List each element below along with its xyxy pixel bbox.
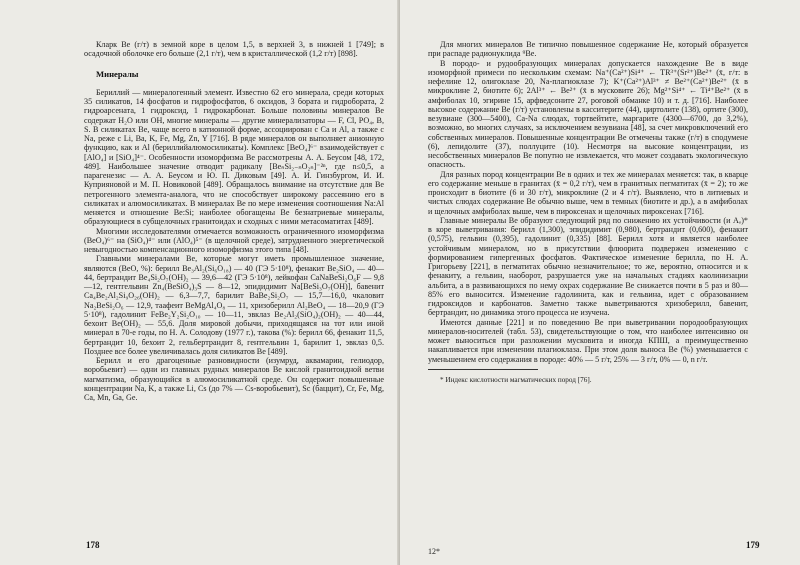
right-page <box>400 0 800 565</box>
paragraph: В породо- и рудообразующих минералах допускается нахождение Ве в виде изоморфной примеси по нескольким схемам: Na⁺(Ca²⁺)Si⁴⁺ ← TR³⁺(Sr²⁺)Be²⁺ (x̄, г/т: в нефелине 12, олигоклазе 20, Na-плагиоклазе 7); K⁺(Ca²⁺)Al³⁺ ≠ Be²⁺(Ca²⁺)Be²⁺ (x̄ в микроклине 2, биотите 6); 2Al³⁺ ← Be²⁺ (x̄ в мусковите 26); Mg²⁺Si⁴⁺ ← Ti⁴⁺Be²⁺ (x̄ в амфиболах 10, эгирине 15, арфведсоните 27, роговой обманке 10) и т. д. [716]. Наиболее высокое содержание Ве (г/т) установлены в касситерите (44), циртолите (138), ортите (300), везувиане (300—5400), Ca-Na слюдах, тортвейтите, маргарите (4300—6700, до 3,2%), возможно, во многих случаях, за исключением везувиана [48], за счет микровключений его собственных минералов. Повышенные концентрации Ве отмечены также (г/т) в сподумене (6), лепидолите (37), поллуците (10). Несмотря на высокие концентрации, из несобственных минералов Ве попутно не извлекается, что может создавать экологическую опасность. <box>428 58 748 170</box>
page-number-right: 179 <box>746 540 760 550</box>
intro-paragraph: Кларк Ве (г/т) в земной коре в целом 1,5, в верхней 3, в нижней 1 [749]; в осадочной оболочке его больше (2,1 г/т), чем в кристаллической (1,2 г/т) [898]. <box>84 40 384 59</box>
paragraph: Для разных пород концентрации Ве в одних и тех же минералах меняется: так, в кварце его содержание меньше в гранитах (x̄ = 0,2 г/т), чем в гранитных пегматитах (x̄ = 2); то же происходит в биотите (6 и 30 г/т), микроклине (2 и 4 г/т). Выявлено, что в литиевых и чистых слюдах содержание Ве обычно выше, чем в темных (биотите и др.), а в амфиболах и щелочных амфиболах выше, чем в пироксенах и щелочных пироксенах [716]. <box>428 169 748 216</box>
paragraph: Многими исследователями отмечается возможность ограниченного изоморфизма (BeO₄)⁶⁻ на (SiO₄)⁴⁻ или (AlO₄)⁵⁻ (в щелочной среде), затрудненного энергетической невыгодностью компенсационного изоморфизма этого типа [48]. <box>84 226 384 254</box>
paragraph: Берилл и его драгоценные разновидности (изумруд, аквамарин, гелиодор, воробьевит) — одни из главных рудных минералов Ве кислой гранитоидной ветви магматизма, образующийся в алюмосиликатной среде. Он содержит повышенные концентрации Na, K, а также Li, Cs (до 7% — Cs-воробьевит), Sc (баццит), Cr, Fe, Mg, Ca, Mn, Ga, Ge. <box>84 356 384 402</box>
paragraph: Для многих минералов Ве типично повышенное содержание He, который образуется при распаде радионуклида ⁹Be. <box>428 40 748 59</box>
left-page-text <box>84 40 384 402</box>
signature-mark: 12* <box>428 547 440 556</box>
paragraph: Бериллий — минералогенный элемент. Известно 62 его минерала, среди которых 35 силикатов, 14 фосфатов и гидрофосфатов, 6 оксидов, 3 бората и гидробората, 2 гидроарсената, 1 гидроксид, 1 гидрокарбонат. Больше половины минералов Ве содержат H₂O или OH, многие минералы — другие минерализаторы — F, Cl, PO₄, B, S. В силикатах Ве, чаще всего в катионной форме, ассоциирован с Са и Al, а также с Na, реже с Li, Ba, K, Fe, Mg, Zn, Y [716]. В ряде минералов он выполняет анионную функцию, как и Al (бериллийалюмосиликаты). Комплекс [BeO₄]⁶⁻ взаимодействует с [AlO₄] и [SiO₄]⁴⁻. Особенности изоморфизма Ве рассмотрены А. А. Беусом [48, 172, 489]. Наибольшее значение отводит радикалу [BeₙSi₂₋ₙO₂ₙ]⁻²ⁿ, где n≤0,5, а парагенезис — А. А. Беусом и Ю. П. Диковым [49]. А. И. Гинзбургом, И. И. Куприяновой и М. П. Новиковой [489]. Обращалось внимание на отсутствие для Ве петрогенного элемента-аналога, что не способствует широкому рассеянию его в силикатах и алюмосиликатах. В минералах Ве по мере изменения соотношения Na:Al меняется и отношение Be:Si; наиболее обогащены Ве безнатриевые минералы, образующиеся в субщелочных гранитоидах и сходных с ними метасоматитах [489]. <box>84 87 384 227</box>
right-page-text <box>428 40 748 384</box>
footnote-divider <box>428 369 538 370</box>
paragraph: Главные минералы Ве образуют следующий ряд по снижению их устойчивости (и Aₒ)* в коре выветривания: берилл (1,300), эпидидимит (0,980), бертрандит (0,600), фенакит (0,575), гельвин (0,395), гадолинит (0,335) [88]. Берилл хотя и является наиболее устойчивым минералом, но в присутствии флюорита подвержен изменению с формированием гипергенных фосфатов. Фактическое изменение берилла, по Н. А. Григорьеву [221], в пегматитах обычно незначительное; то же, вероятно, относится и к фенакиту, а гельвин, наоборот, разрушается уже на начальных стадиях каолинизации альбита, а в развивающихся по нему охрах содержание Ве снижается почти в 5 раз и 80—85% его выносится. Изменение гадолинита, как и гельвина, идет с образованием гидроксидов и карбонатов. Заметно также выветриваются хризоберилл, бавенит, бертрандит, но динамика этого процесса не изучена. <box>428 215 748 318</box>
page-number-left: 178 <box>86 540 100 550</box>
footnote: * Индекс кислотности магматических пород [76]. <box>440 375 592 384</box>
paragraph: Имеются данные [221] и по поведению Ве при выветривании породообразующих минералов-носителей (табл. 53), свидетельствующие о том, что наиболее интенсивно он может выноситься при разложении мусковита и иногда КПШ, а преимущественно накапливается при изменении плагиоклаза. При этом доля выноса Ве (%) уменьшается с уменьшением его содержания в породе: 40% — 5 г/т, 25% — 3 г/т, 0% — 0, n г/т. <box>428 317 748 364</box>
paragraph: Главными минералами Ве, которые могут иметь промышленное значение, являются (BeO, %): берилл Be₃Al₂(Si₆O₁₈) — 40 (ГЭ 5·10⁸), фенакит Be₂SiO₄ — 40—44, бертрандит Be₄Si₂O₇(OH)₂ — 39,6—42 (ГЭ 5·10⁸), лейкофан CaNaBeSi₂O₆F — 9,8—12, гентгельвин Zn₄(BeSiO₄)₃S — 8—12, эпидидимит Na[BeSi₃O₇(OH)], бавенит Ca₄Be₂Al₂Si₉O₂₆(OH)₂ — 6,3—7,7, барилит BaBe₂Si₂O₇ — 15,7—16,0, чкаловит Na₂BeSi₂O₆ — 12,9, таафеит BeMgAl₄O₈ — 11, хризоберилл Al₂BeO₄ — 18—20,9 (ГЭ 5·10⁸), гадолинит FeBe₂Y₂Si₂O₁₀ — 10—11, эвклаз Be₂Al₂(SiO₄)₂(OH)₂ — 40—44, бехоит Be(OH)₂ — 55,6. Доля мировой добычи, приходящаяся на тот или иной минерал в 70-е годы, по Н. А. Солодову (1977 г.), такова (%): берилл 66, фенакит 11,5, бертрандит 10, бехоит 2, гельбертрандит 8, гентгельвин 1, барилит 1, эвклаз 0,5. Позднее все более увеличивалась доля силикатов Ве [489]. <box>84 254 384 356</box>
section-title: Минералы <box>96 68 139 79</box>
